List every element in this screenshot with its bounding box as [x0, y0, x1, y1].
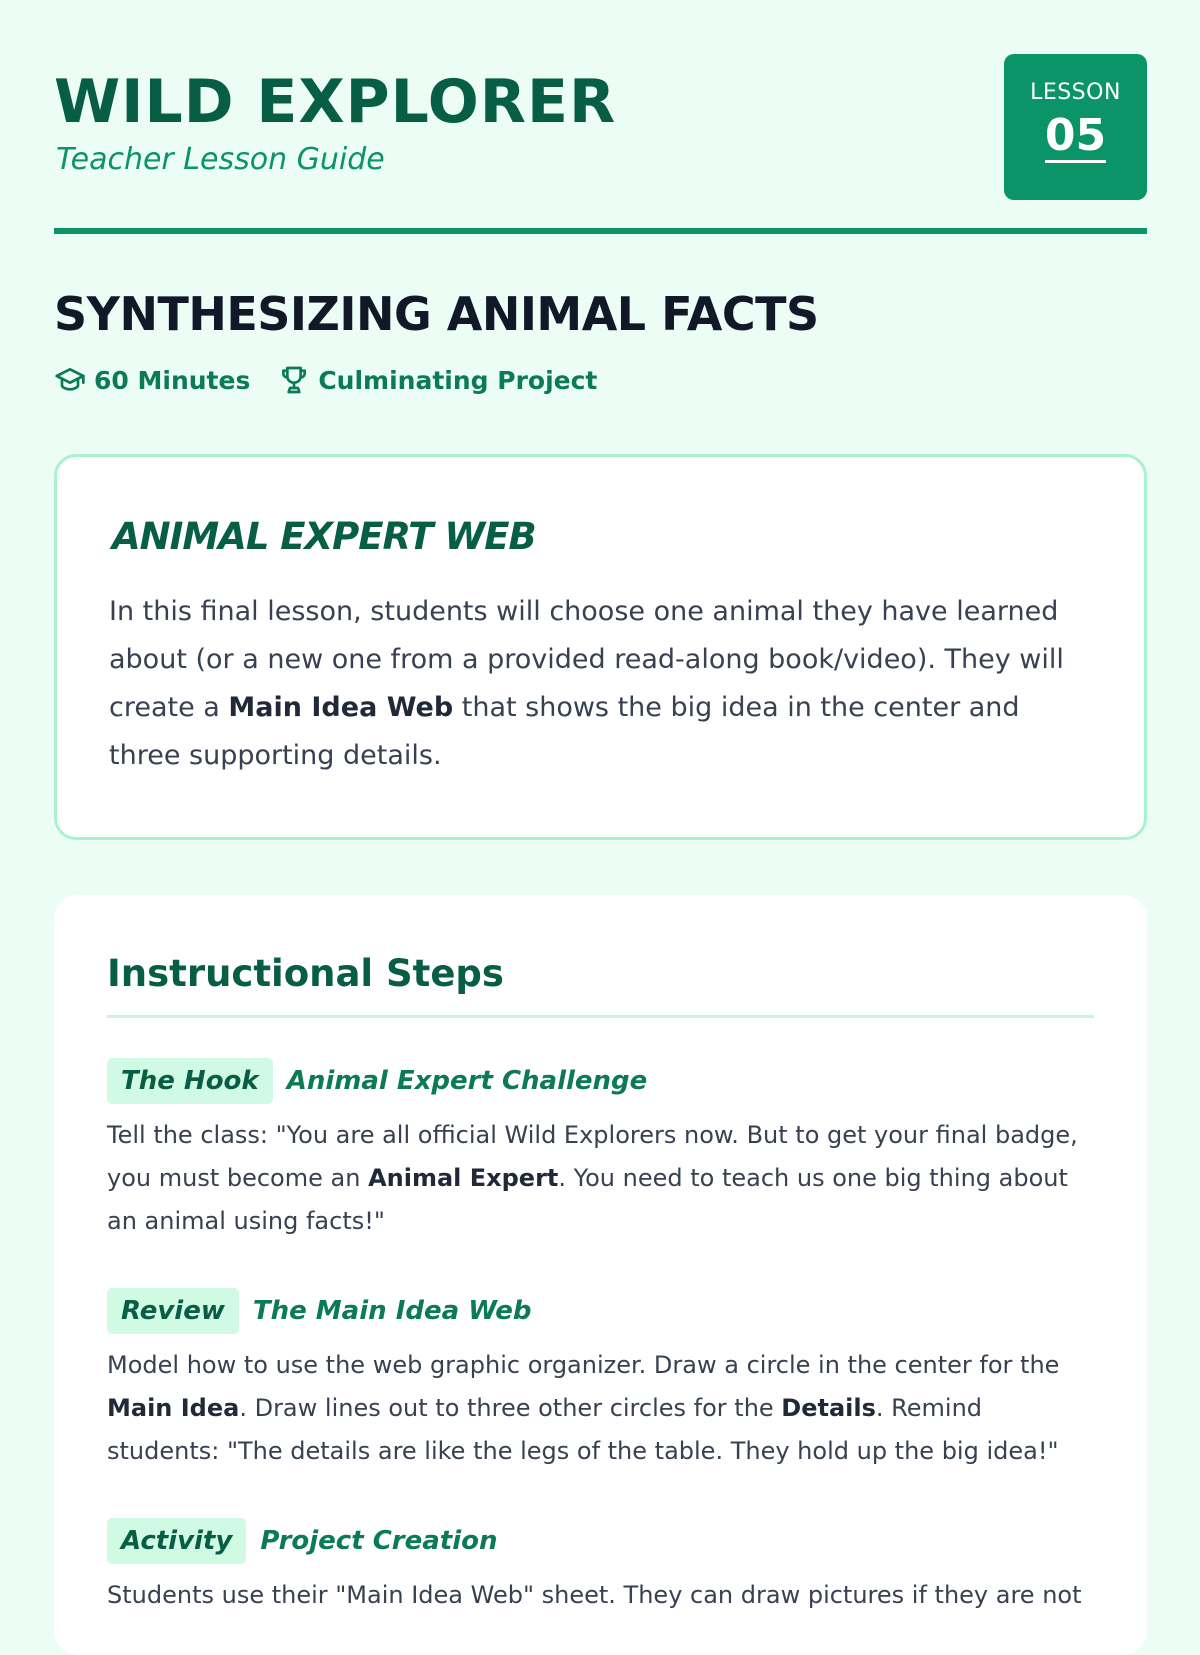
step-body-part: Model how to use the web graphic organizer. Draw a circle in the center for the: [107, 1351, 1060, 1379]
step-header: [107, 1518, 1097, 1564]
meta-duration: [54, 364, 250, 396]
meta-project: [278, 364, 597, 396]
step-header: [107, 1058, 1097, 1104]
step-hook: [107, 1058, 1097, 1243]
lesson-number: 05: [1044, 110, 1107, 161]
overview-text-part: that shows the big idea in the center and three supporting details.: [109, 692, 1020, 771]
lesson-title: SYNTHESIZING ANIMAL FACTS: [54, 287, 819, 341]
overview-text-part: In this final lesson, students will choose one animal they have learned about (or a new one from a provided read-along book/video). They will create a: [109, 596, 1064, 723]
steps-divider: [107, 1015, 1094, 1018]
meta-project-label: Culminating Project: [318, 365, 598, 395]
step-body: [107, 1344, 1097, 1473]
meta-duration-label: 60 Minutes: [94, 365, 251, 395]
step-activity: [107, 1518, 1097, 1617]
step-name: Project Creation: [260, 1526, 498, 1556]
steps-card: [54, 895, 1147, 1655]
lesson-guide-page: [54, 0, 1147, 1609]
lesson-meta: [54, 362, 597, 398]
header: [54, 0, 1147, 234]
step-body-part: . Draw lines out to three other circles for the: [239, 1394, 782, 1422]
step-tag: Review: [107, 1288, 239, 1334]
step-name: The Main Idea Web: [252, 1296, 532, 1326]
step-name: Animal Expert Challenge: [286, 1066, 648, 1096]
overview-text-bold: Main Idea Web: [228, 692, 454, 723]
step-review: [107, 1288, 1097, 1473]
steps-title: Instructional Steps: [107, 952, 504, 995]
lesson-label: LESSON: [1030, 80, 1121, 105]
overview-text: [109, 588, 1099, 780]
graduation-cap-icon: [54, 364, 86, 396]
step-body-part: . You need to teach us one big thing about an animal using facts!": [107, 1164, 1068, 1235]
step-body-part: Students use their "Main Idea Web" sheet. They can draw pictures if they are not: [107, 1581, 1082, 1609]
step-tag: The Hook: [107, 1058, 273, 1104]
step-body: [107, 1574, 1097, 1617]
overview-title: ANIMAL EXPERT WEB: [112, 515, 536, 558]
step-body-bold: Details: [781, 1394, 876, 1422]
step-header: [107, 1288, 1097, 1334]
step-body-bold: Main Idea: [107, 1394, 240, 1422]
step-tag: Activity: [107, 1518, 246, 1564]
step-body-part: Tell the class: "You are all official Wild Explorers now. But to get your final badge, you must become an: [107, 1121, 1078, 1192]
brand-title: WILD EXPLORER: [54, 67, 617, 137]
brand-subtitle: Teacher Lesson Guide: [56, 142, 385, 177]
step-body-bold: Animal Expert: [368, 1164, 559, 1192]
trophy-icon: [278, 364, 310, 396]
step-body: [107, 1114, 1097, 1243]
lesson-badge: [1004, 54, 1147, 200]
step-body-part: . Remind students: "The details are like the legs of the table. They hold up the big idea!": [107, 1394, 1059, 1465]
